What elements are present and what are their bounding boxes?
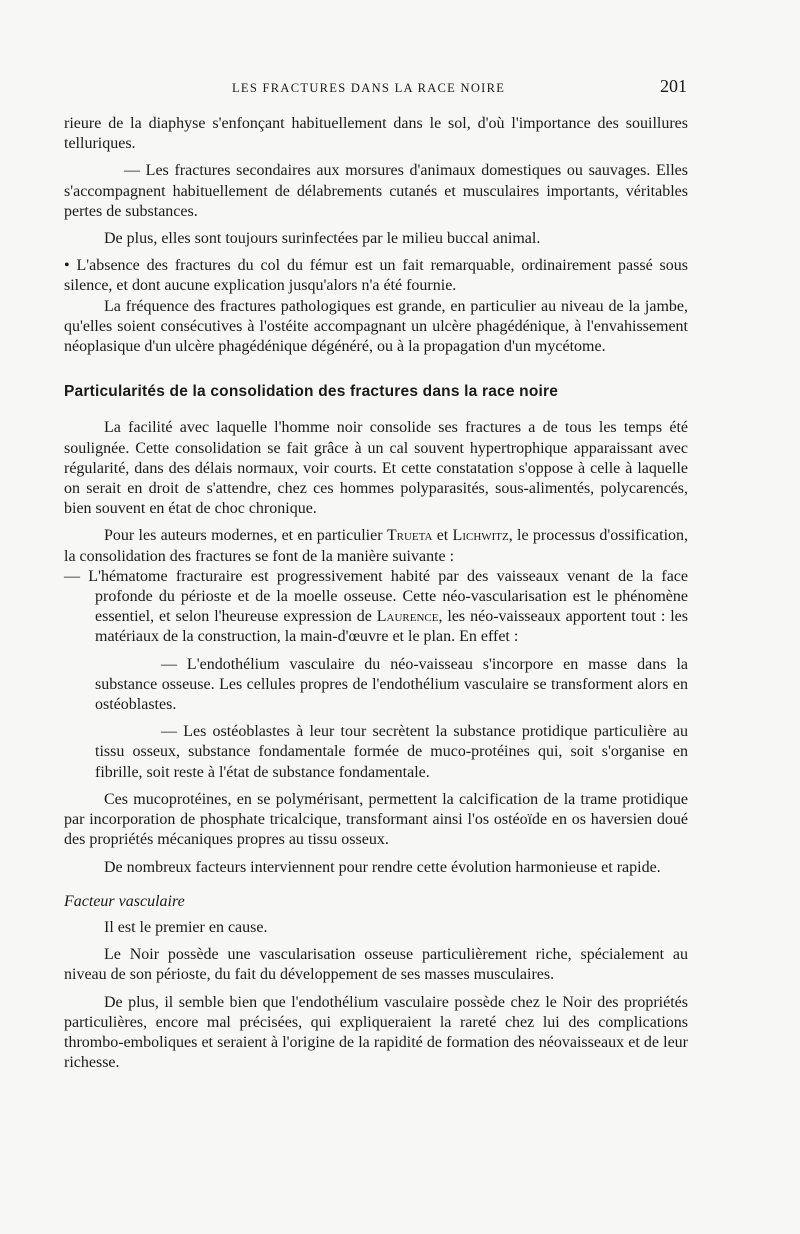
section-heading: Particularités de la consolidation des fractures dans la race noire — [64, 383, 559, 401]
paragraph-9: — L'endothélium vasculaire du néo-vaisseau s'incorpore en masse dans la substance osseuse. Les cellules propres de l'endothélium vasculaire se transforment alors en ostéoblastes. — [95, 655, 688, 714]
paragraph-4: • L'absence des fractures du col du fémur est un fait remarquable, ordinairement passé sous silence, et dont aucune explication jusqu'alors n'a été fournie. — [64, 257, 688, 295]
paragraph-1: rieure de la diaphyse s'enfonçant habituellement dans le sol, d'où l'importance des souillures telluriques. — [64, 115, 688, 153]
paragraph-2: — Les fractures secondaires aux morsures d'animaux domestiques ou sauvages. Elles s'accompagnent habituellement de délabrements cutanés et musculaires importants, véritables pertes de substances. — [64, 162, 688, 220]
p7-text-a: Pour les auteurs modernes, et en particulier — [104, 527, 387, 545]
p7-text-c: , le processus d'ossification, la consolidation des fractures se font de la manière suivante : — [64, 527, 689, 565]
page-header — [0, 76, 800, 102]
paragraph-12: De nombreux facteurs interviennent pour rendre cette évolution harmonieuse et rapide. — [104, 858, 661, 876]
paragraph-6: La facilité avec laquelle l'homme noir consolide ses fractures a de tous les temps été soulignée. Cette consolidation se fait grâce à un cal souvent hypertrophique apparaissant avec régularité, dans des délais normaux, voir courts. Et cette constatation s'oppose à celle à laquelle on serait en droit de s'attendre, chez ces hommes polyparasités, sous-alimentés, polycarencés, bien souvent en état de choc chronique. — [64, 419, 688, 518]
author-trueta: Trueta — [386, 527, 433, 545]
sub-list — [64, 655, 688, 783]
paragraph-11: Ces mucoprotéines, en se polymérisant, permettent la calcification de la trame protidique par incorporation de phosphate tricalcique, transformant ainsi l'os ostéoïde en os haversien doué des propriétés mécaniques propres au tissu osseux. — [64, 790, 688, 849]
paragraph-14: Le Noir possède une vascularisation osseuse particulièrement riche, spécialement au niveau de son périoste, du fait du développement de ses masses musculaires. — [64, 946, 688, 984]
p7-text-b: et — [432, 527, 453, 545]
paragraph-7 — [64, 526, 688, 566]
paragraph-3: De plus, elles sont toujours surinfectées par le milieu buccal animal. — [104, 230, 541, 248]
paragraph-8 — [64, 567, 688, 648]
running-title: LES FRACTURES DANS LA RACE NOIRE — [232, 81, 506, 95]
p8-text-b: , les néo-vaisseaux apportent tout : les matériaux de la construction, la main-d'œuvre et le plan. En effet : — [95, 608, 688, 646]
paragraph-13: Il est le premier en cause. — [104, 918, 268, 936]
p8-text-a: — L'hématome fracturaire est progressivement habité par des vaisseaux venant de la face profonde du périoste et de la moelle osseuse. Cette néo-vascularisation est le phénomène essentiel, et selon l'heureuse expression de — [64, 567, 688, 626]
subheading-vascular: Facteur vasculaire — [64, 892, 185, 910]
paragraph-10: — Les ostéoblastes à leur tour secrètent la substance protidique particulière au tissu osseux, substance fondamentale formée de muco-protéines qui, soit s'organise en fibrille, soit reste à l'état de substance fondamentale. — [95, 723, 688, 781]
author-laurence: Laurence — [376, 608, 439, 626]
author-lichwitz: Lichwitz — [452, 527, 509, 545]
paragraph-15: De plus, il semble bien que l'endothélium vasculaire possède chez le Noir des propriétés particulières, encore mal précisées, qui expliqueraient la rareté chez lui des complications thrombo-emboliques et seraient à l'origine de la rapidité de formation des néovaisseaux et de leur richesse. — [64, 993, 688, 1072]
page-number: 201 — [660, 76, 687, 96]
body-text — [64, 114, 688, 1073]
paragraph-5: La fréquence des fractures pathologiques est grande, en particulier au niveau de la jambe, qu'elles soient consécutives à l'ostéite accompagnant un ulcère phagédénique, à l'envahissement néoplasique d'un ulcère phagédénique dégénéré, ou à la propagation d'un mycétome. — [64, 297, 688, 356]
